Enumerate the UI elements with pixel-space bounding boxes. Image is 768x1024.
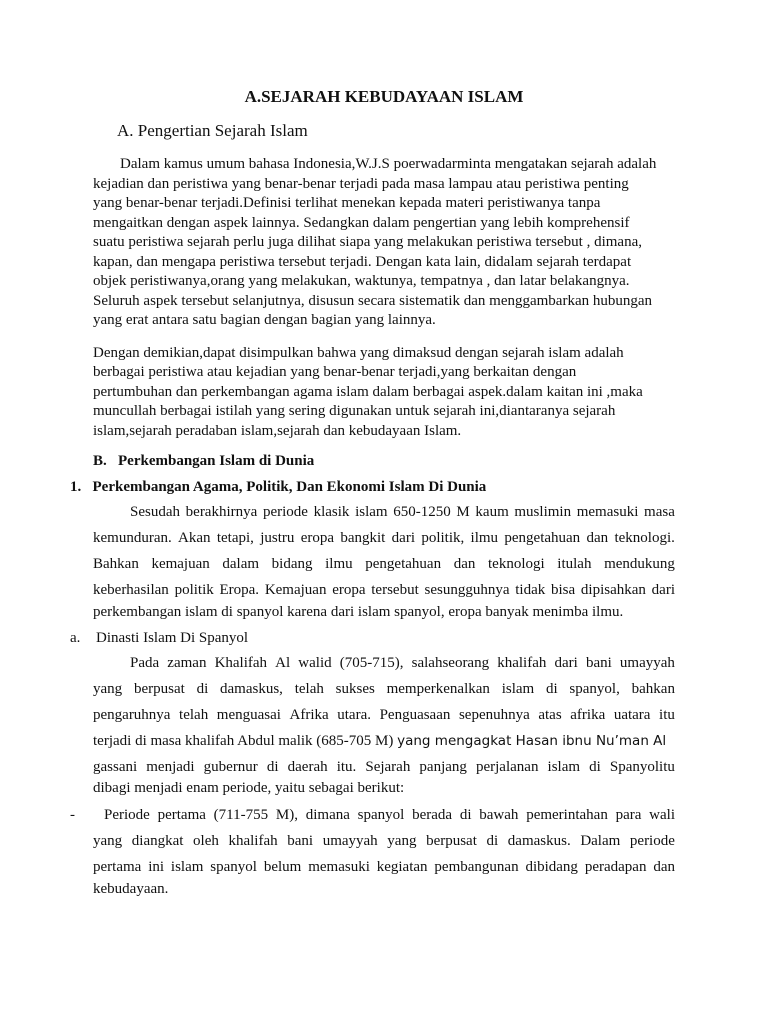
word: Al — [275, 655, 291, 671]
word: politik — [174, 582, 214, 598]
word: pertama — [157, 807, 206, 823]
word: bahkan — [631, 681, 675, 697]
word: pembangunan — [434, 859, 519, 875]
text-line — [93, 758, 675, 776]
text-line: Dengan demikian,dapat disimpulkan bahwa yang dimaksud dengan sejarah islam adalah — [93, 345, 624, 361]
word: Khalifah — [214, 655, 268, 671]
text-line — [104, 806, 675, 824]
word: oleh — [193, 833, 219, 849]
word: pertama — [93, 859, 142, 875]
text-line — [93, 832, 675, 850]
text-line: berbagai peristiwa atau kejadian yang benar-benar terjadi,yang berkaitan dengan — [93, 364, 577, 380]
word: yang — [93, 681, 123, 697]
word: kemunduran. — [93, 530, 172, 546]
word: walid — [298, 655, 332, 671]
word: bani — [287, 833, 314, 849]
word: bani — [585, 655, 612, 671]
subsection-1-heading: 1. Perkembangan Agama, Politik, Dan Ekonomi Islam Di Dunia — [70, 479, 487, 495]
word: umayyah — [322, 833, 378, 849]
word: eropa — [332, 582, 366, 598]
word: kegiatan — [376, 859, 428, 875]
text-line — [93, 555, 675, 573]
text-line: perkembangan islam di spanyol karena dari islam spanyol, eropa banyak menimba ilmu. — [93, 604, 624, 620]
text-line — [93, 706, 675, 724]
word: ilmu — [470, 530, 499, 546]
text-line: Dalam kamus umum bahasa Indonesia,W.J.S poerwadarminta mengatakan sejarah adalah — [120, 156, 657, 172]
text-line: pertumbuhan dan perkembangan agama islam dalam berbagai aspek.dalam kaitan ini ,maka — [93, 384, 643, 400]
word: umayyah — [619, 655, 675, 671]
word: klasik — [313, 504, 350, 520]
word: pengaruhnya — [93, 707, 171, 723]
word: khalifah — [228, 833, 278, 849]
bullet-marker: - — [70, 807, 75, 823]
word: gubernur — [203, 759, 258, 775]
word: Periode — [104, 807, 150, 823]
word: afrika — [570, 707, 606, 723]
page-title: A.SEJARAH KEBUDAYAAN ISLAM — [244, 87, 524, 106]
word: Afrika — [289, 707, 329, 723]
word: eropa — [300, 530, 335, 546]
text-line-sans-part: yang mengagkat Hasan ibnu Nu’man Al — [397, 733, 667, 749]
word: dari — [554, 655, 578, 671]
text-line: Seluruh aspek tersebut selanjutnya, disusun secara sistematik dan menggambarkan hubungan — [93, 293, 653, 309]
subsection-a-marker: a. — [70, 630, 81, 646]
word: teknologi — [488, 556, 545, 572]
word: islam — [501, 681, 535, 697]
word: damaskus, — [220, 681, 283, 697]
word: dan — [653, 859, 675, 875]
word: gassani — [93, 759, 138, 775]
word: memperkenalkan — [386, 681, 490, 697]
text-line: suatu peristiwa sejarah perlu juga dilihat siapa yang melakukan peristiwa tersebut , dimana, — [93, 234, 642, 250]
word: islam — [547, 759, 581, 775]
word: pengetahuan — [504, 530, 581, 546]
word: tetapi, — [216, 530, 254, 546]
text-line — [130, 503, 675, 521]
text-line — [93, 581, 675, 599]
section-a-heading: A. Pengertian Sejarah Islam — [117, 121, 308, 140]
word: bisa — [551, 582, 576, 598]
word: masa — [644, 504, 675, 520]
word: Pada — [130, 655, 160, 671]
word: muslimin — [514, 504, 572, 520]
word: islam — [355, 504, 388, 520]
word: islam — [170, 859, 204, 875]
word: di — [266, 759, 279, 775]
word: uatara — [613, 707, 651, 723]
word: telah — [179, 707, 209, 723]
word: belum — [263, 859, 302, 875]
word: di — [486, 833, 499, 849]
word: M — [456, 504, 470, 520]
word: ilmu — [325, 556, 353, 572]
word: bawah — [479, 807, 519, 823]
word: Spanyolitu — [609, 759, 675, 775]
word: Sesudah — [130, 504, 180, 520]
word: tersebut — [371, 582, 419, 598]
word: sesungguhnya — [424, 582, 510, 598]
word: spanyol — [210, 859, 257, 875]
word: bidang — [271, 556, 313, 572]
word: keberhasilan — [93, 582, 169, 598]
word: berpusat — [426, 833, 477, 849]
word: justru — [260, 530, 295, 546]
word: damaskus. — [507, 833, 571, 849]
word: di — [196, 681, 209, 697]
text-line: kebudayaan. — [93, 881, 169, 897]
word: (705-715), — [339, 655, 404, 671]
word: bangkit — [340, 530, 386, 546]
word: kaum — [475, 504, 509, 520]
text-line: kejadian dan peristiwa yang benar-benar terjadi pada masa lampau atau peristiwa penting — [93, 176, 629, 192]
word: para — [615, 807, 642, 823]
text-line — [93, 732, 675, 750]
text-line-serif-part: terjadi di masa khalifah Abdul malik (685-705 M) — [93, 733, 394, 749]
word: Dalam — [580, 833, 621, 849]
word: spanyol — [357, 807, 405, 823]
word: kemajuan — [151, 556, 210, 572]
word: dari — [391, 530, 415, 546]
text-line: yang erat antara satu bagian dengan bagian yang lainnya. — [93, 312, 436, 328]
word: menjadi — [146, 759, 195, 775]
word: berpusat — [133, 681, 185, 697]
word: spanyol, — [569, 681, 620, 697]
word: Eropa. — [219, 582, 260, 598]
subsection-a-heading: Dinasti Islam Di Spanyol — [96, 630, 249, 646]
text-line: mengaitkan dengan aspek lainnya. Sedangkan dalam pengertian yang lebih komprehensif — [93, 215, 630, 231]
text-line: islam,sejarah peradaban islam,sejarah dan kebudayaan Islam. — [93, 423, 462, 439]
word: di — [589, 759, 601, 775]
word: dimana — [305, 807, 350, 823]
word: diangkat — [131, 833, 184, 849]
word: dan — [453, 556, 476, 572]
word: telah — [294, 681, 324, 697]
word: dan — [586, 530, 609, 546]
text-line: yang benar-benar terjadi.Definisi terlihat menekan kepada materi peristiwanya tanpa — [93, 195, 601, 211]
word: pengetahuan — [365, 556, 442, 572]
word: salahseorang — [411, 655, 490, 671]
word: menguasai — [216, 707, 281, 723]
word: berakhirnya — [185, 504, 258, 520]
word: Kemajuan — [264, 582, 327, 598]
word: daerah — [287, 759, 328, 775]
text-line: muncullah berbagai istilah yang sering digunakan untuk sejarah ini,diantaranya sejarah — [93, 403, 616, 419]
word: perjalanan — [475, 759, 539, 775]
word: periode — [262, 504, 308, 520]
word: yang — [93, 833, 123, 849]
word: wali — [649, 807, 675, 823]
word: dalam — [222, 556, 260, 572]
text-line: dibagi menjadi enam periode, yaitu sebagai berikut: — [93, 780, 405, 796]
text-line: kapan, dan mengapa peristiwa tersebut terjadi. Dengan kata lain, didalam sejarah terdapat — [93, 254, 632, 270]
word: yang — [387, 833, 417, 849]
word: utara. — [337, 707, 371, 723]
word: sepenuhnya — [458, 707, 530, 723]
word: teknologi. — [614, 530, 675, 546]
word: di — [545, 681, 558, 697]
word: itu. — [336, 759, 357, 775]
word: Akan — [178, 530, 211, 546]
word: tidak — [515, 582, 546, 598]
word: itulah — [557, 556, 592, 572]
text-line: objek peristiwanya,orang yang melakukan, waktunya, tempatnya , dan latar belakangnya. — [93, 273, 630, 289]
text-line — [93, 529, 675, 547]
word: memasuki — [576, 504, 639, 520]
word: memasuki — [308, 859, 370, 875]
word: dipisahkan — [580, 582, 646, 598]
word: dibidang — [525, 859, 578, 875]
word: atas — [538, 707, 562, 723]
word: mendukung — [604, 556, 675, 572]
word: sukses — [335, 681, 375, 697]
word: (711-755 — [213, 807, 269, 823]
word: politik, — [421, 530, 465, 546]
word: khalifah — [497, 655, 547, 671]
word: zaman — [167, 655, 207, 671]
word: ini — [148, 859, 165, 875]
text-line — [93, 680, 675, 698]
word: 650-1250 — [393, 504, 451, 520]
word: panjang — [419, 759, 467, 775]
word: itu — [659, 707, 675, 723]
word: pemerintahan — [526, 807, 608, 823]
word: dari — [651, 582, 675, 598]
word: Sejarah — [365, 759, 411, 775]
word: Penguasaan — [379, 707, 451, 723]
word: berada — [412, 807, 453, 823]
word: di — [459, 807, 472, 823]
section-b-heading: B. Perkembangan Islam di Dunia — [93, 453, 315, 469]
word: M), — [275, 807, 298, 823]
word: periode — [629, 833, 675, 849]
word: Bahkan — [93, 556, 139, 572]
word: peradapan — [584, 859, 647, 875]
text-line — [93, 858, 675, 876]
text-line — [130, 654, 675, 672]
